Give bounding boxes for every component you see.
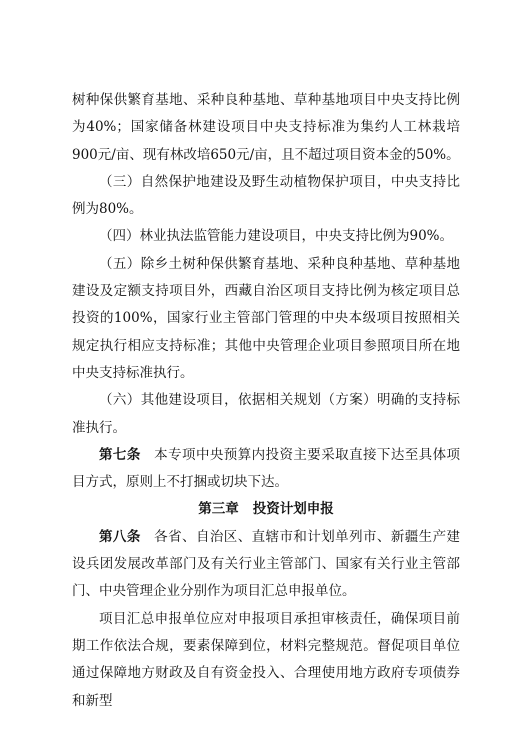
article-8	[72, 524, 460, 606]
article-7-label: 第七条	[99, 446, 141, 463]
document-page	[72, 87, 460, 715]
paragraph-item-3: （三）自然保护地建设及野生动植物保护项目，中央支持比例为80%。	[72, 173, 460, 218]
paragraph-item-6: （六）其他建设项目，依据相关规划（方案）明确的支持标准执行。	[72, 392, 460, 436]
paragraph-continuation: 树种保供繁育基地、采种良种基地、草种基地项目中央支持比例为40%；国家储备林建设项目中央支持标准为集约人工林栽培900元/亩、现有林改培650元/亩，且不超过项目资本金的50%。	[72, 92, 460, 163]
chapter-number: 第三章	[198, 501, 239, 518]
article-8-text: 各省、自治区、直辖市和计划单列市、新疆生产建设兵团发展改革部门及有关行业主管部门、国家有关行业主管部门、中央管理企业分别作为项目汇总申报单位。	[72, 528, 461, 600]
article-7	[72, 442, 460, 497]
article-7-text: 本专项中央预算内投资主要采取直接下达至具体项目方式，原则上不打捆或切块下达。	[72, 446, 461, 491]
paragraph-item-4: （四）林业执法监管能力建设项目，中央支持比例为90%。	[99, 228, 454, 245]
article-8-label: 第八条	[99, 528, 141, 545]
paragraph-item-5: （五）除乡土树种保供繁育基地、采种良种基地、草种基地建设及定额支持项目外，西藏自治区项目支持比例为核定项目总投资的100%，国家行业主管部门管理的中央本级项目按照相关规定执行相应支持标准；其他中央管理企业项目参照项目所在地中央支持标准执行。	[72, 255, 460, 381]
chapter-heading	[72, 496, 460, 523]
paragraph-last: 项目汇总申报单位应对申报项目承担审核责任，确保项目前期工作依法合规，要素保障到位，材料完整规范。督促项目单位通过保障地方财政及自有资金投入、合理使用地方政府专项债券和新型	[72, 610, 460, 709]
chapter-title: 投资计划申报	[252, 501, 334, 518]
